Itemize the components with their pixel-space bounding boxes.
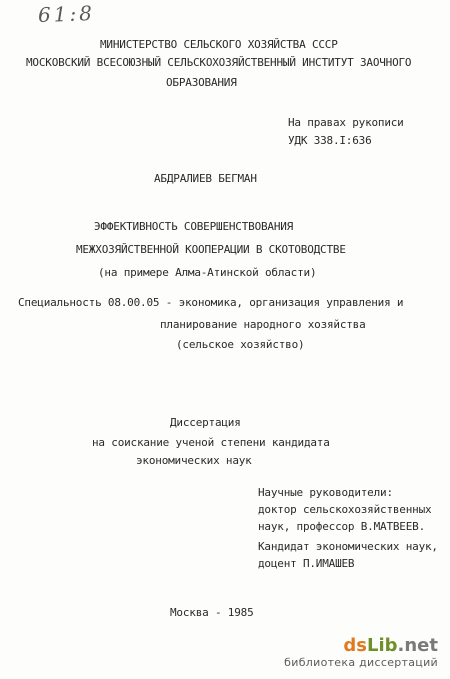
handwritten-mark: 61:8 xyxy=(37,1,96,27)
logo-lib: Lib xyxy=(367,635,398,656)
logo-net: .net xyxy=(397,635,438,656)
specialty-line-3: (сельское хозяйство) xyxy=(176,338,305,351)
supervisors-heading: Научные руководители: xyxy=(258,486,393,499)
archive-stamp xyxy=(139,2,230,31)
institute-line-2: ОБРАЗОВАНИЯ xyxy=(166,76,237,89)
title-line-2: МЕЖХОЗЯЙСТВЕННОЙ КООПЕРАЦИИ В СКОТОВОДСТВЕ xyxy=(76,243,346,256)
science-field: экономических наук xyxy=(136,454,252,467)
supervisor-2-degree: Кандидат экономических наук, xyxy=(258,540,438,553)
ministry-line: МИНИСТЕРСТВО СЕЛЬСКОГО ХОЗЯЙСТВА СССР xyxy=(100,38,338,51)
logo-ds: ds xyxy=(343,635,367,656)
supervisor-2-name: доцент П.ИМАШЕВ xyxy=(258,557,355,570)
supervisor-1-degree: доктор сельскохозяйственных xyxy=(258,503,432,516)
supervisor-1-name: наук, профессор В.МАТВЕЕВ. xyxy=(258,520,425,533)
dissertation-label: Диссертация xyxy=(170,416,241,429)
author-name: АБДРАЛИЕВ БЕГМАН xyxy=(154,172,257,185)
manuscript-rights: На правах рукописи xyxy=(288,116,404,129)
place-year: Москва - 1985 xyxy=(170,606,254,619)
specialty-line-1: Специальность 08.00.05 - экономика, организация управления и xyxy=(18,296,404,309)
specialty-line-2: планирование народного хозяйства xyxy=(160,318,366,331)
dslib-logo xyxy=(284,636,438,656)
dslib-subtitle: библиотека диссертаций xyxy=(284,656,438,669)
dslib-watermark[interactable] xyxy=(284,636,438,669)
title-line-3: (на примере Алма-Атинской области) xyxy=(98,266,317,279)
institute-line-1: МОСКОВСКИЙ ВСЕСОЮЗНЫЙ СЕЛЬСКОХОЗЯЙСТВЕННЫЙ ИНСТИТУТ ЗАОЧНОГО xyxy=(26,56,412,69)
degree-line: на соискание ученой степени кандидата xyxy=(92,436,330,449)
udk-code: УДК 338.I:636 xyxy=(288,134,372,147)
title-line-1: ЭФФЕКТИВНОСТЬ СОВЕРШЕНСТВОВАНИЯ xyxy=(94,220,294,233)
